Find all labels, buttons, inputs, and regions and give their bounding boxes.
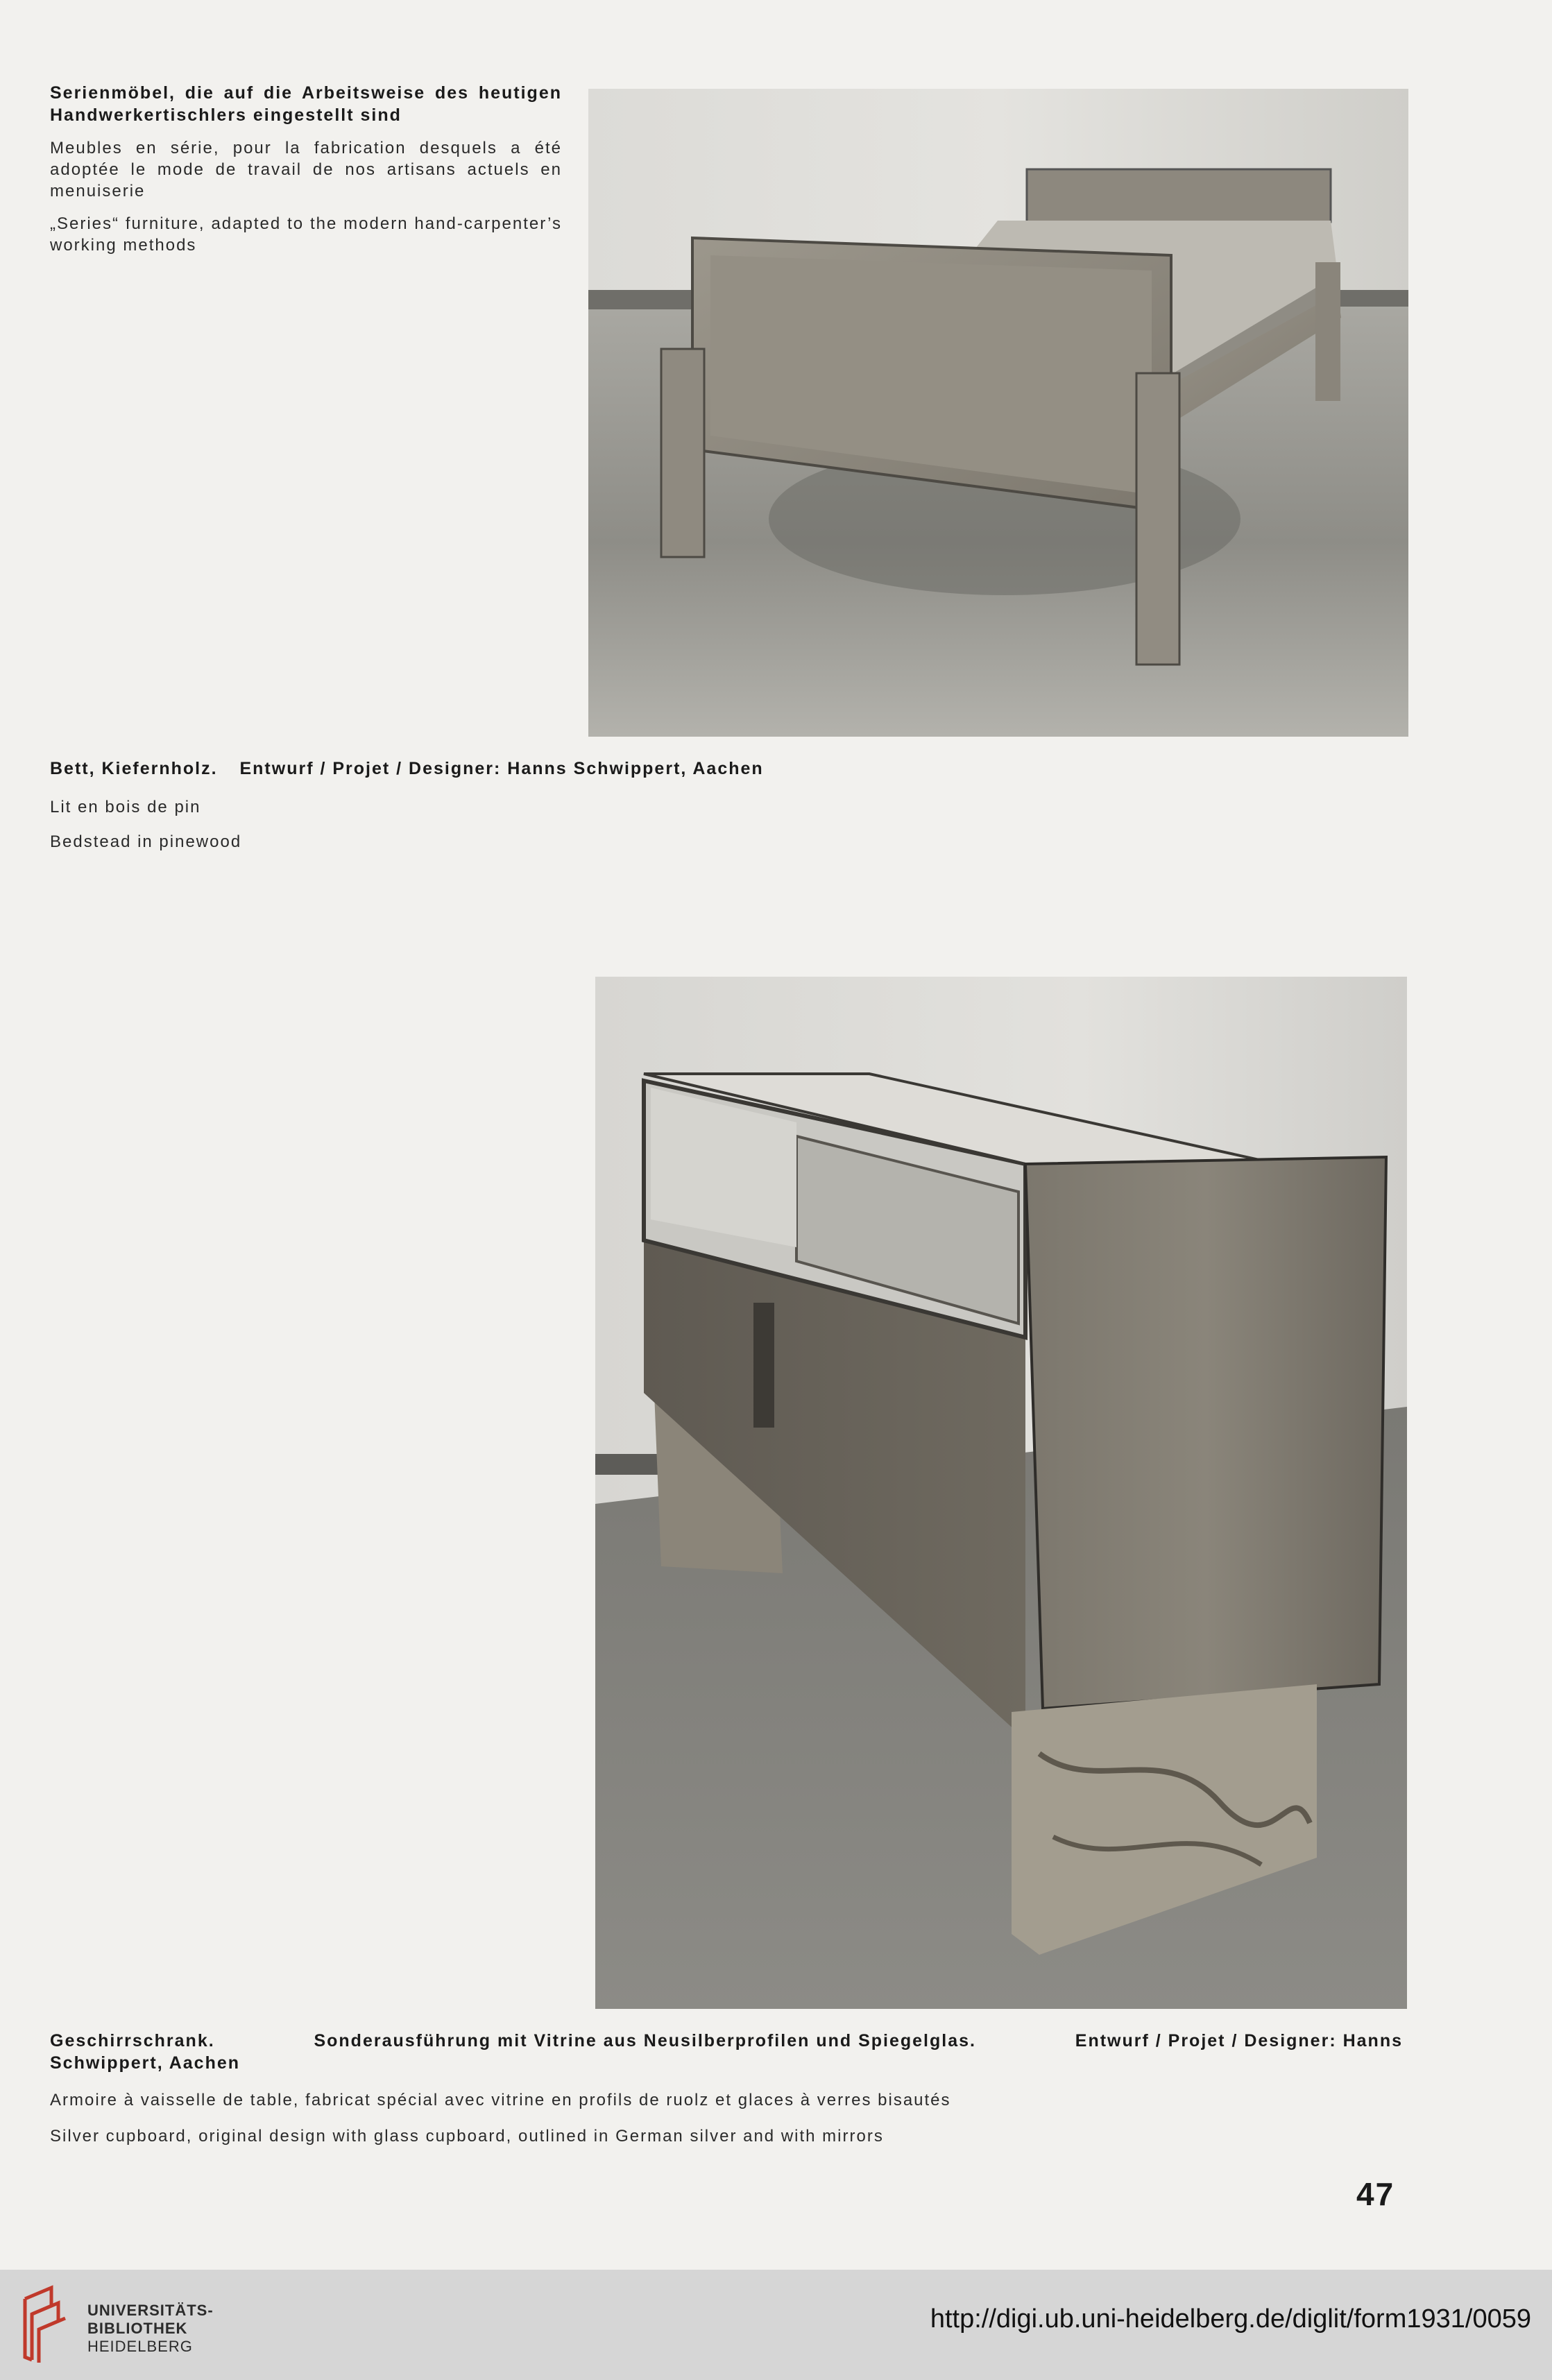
library-name	[87, 2302, 214, 2356]
cupboard-caption-title: Geschirrschrank.	[50, 2031, 215, 2051]
cupboard-caption-english: Silver cupboard, original design with glass cupboard, outlined in German silver and with mirrors	[50, 2127, 884, 2146]
page-number: 47	[1356, 2176, 1395, 2212]
bed-caption-designer: Entwurf / Projet / Designer: Hanns Schwippert, Aachen	[239, 759, 764, 778]
cupboard-caption-french: Armoire à vaisselle de table, fabricat spécial avec vitrine en profils de ruolz et glaces à verres bisautés	[50, 2091, 951, 2109]
cupboard-caption	[50, 2030, 1403, 2074]
intro-english: „Series“ furniture, adapted to the modern hand-carpenter’s working methods	[50, 214, 562, 255]
intro-heading: Serienmöbel, die auf die Arbeitsweise des heutigen Handwerkertischlers eingestellt sind	[50, 83, 562, 125]
cupboard-photo	[595, 977, 1407, 2009]
library-name-line2: BIBLIOTHEK	[87, 2320, 188, 2337]
source-url-link[interactable]: http://digi.ub.uni-heidelberg.de/diglit/form1931/0059	[930, 2304, 1531, 2334]
intro-french: Meubles en série, pour la fabrication desquels a été adoptée le mode de travail de nos artisans actuels en menuiserie	[50, 139, 562, 200]
library-logo-icon	[18, 2285, 74, 2365]
footer-bar	[0, 2270, 1552, 2380]
bed-caption-title: Bett, Kiefernholz.	[50, 759, 218, 778]
bed-caption-line	[50, 757, 764, 780]
bed-photo	[588, 89, 1408, 737]
cupboard-caption-detail: Sonderausführung mit Vitrine aus Neusilberprofilen und Spiegelglas.	[314, 2031, 976, 2051]
intro-block	[50, 82, 562, 256]
library-name-line3: HEIDELBERG	[87, 2338, 193, 2355]
bed-caption-english: Bedstead in pinewood	[50, 832, 242, 851]
bed-caption-french: Lit en bois de pin	[50, 798, 201, 816]
cupboard-caption-designer-2: Schwippert, Aachen	[50, 2053, 241, 2073]
cupboard-caption-designer-1: Entwurf / Projet / Designer: Hanns	[1075, 2031, 1403, 2051]
library-name-line1: UNIVERSITÄTS-	[87, 2302, 214, 2319]
